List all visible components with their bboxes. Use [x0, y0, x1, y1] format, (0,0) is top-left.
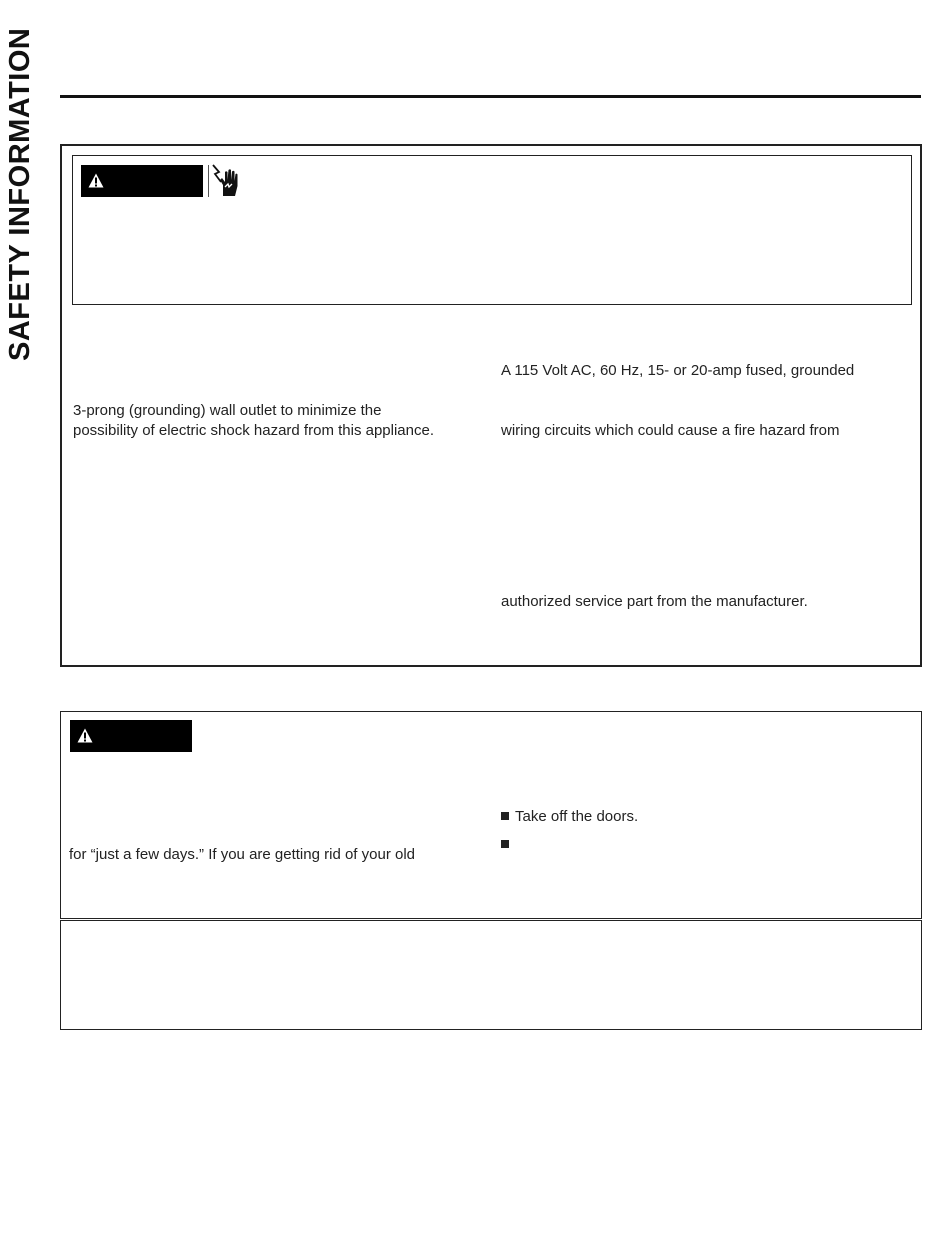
warning-label — [70, 720, 192, 752]
electrical-left-line-2: possibility of electric shock hazard from this appliance. — [73, 422, 434, 439]
warning-triangle-icon — [88, 173, 104, 188]
label-separator — [208, 165, 209, 197]
child-bullet-2 — [501, 835, 515, 855]
electrical-right-line-3: authorized service part from the manufacturer. — [501, 593, 808, 610]
child-left-line-1: for “just a few days.” If you are getting rid of your old — [69, 846, 415, 863]
side-section-title: SAFETY INFORMATION — [4, 28, 36, 362]
electrical-right-line-1: A 115 Volt AC, 60 Hz, 15- or 20-amp fused, grounded — [501, 362, 855, 379]
warning-label — [81, 165, 203, 197]
electrical-right-line-2: wiring circuits which could cause a fire hazard from — [501, 422, 840, 439]
child-bullet-1-text: Take off the doors. — [515, 808, 639, 825]
bullet-square-icon — [501, 840, 509, 848]
warning-triangle-icon — [77, 728, 93, 743]
child-bullet-1 — [501, 807, 638, 827]
header-rule — [60, 95, 921, 98]
bullet-square-icon — [501, 812, 509, 820]
electrical-left-line-1: 3-prong (grounding) wall outlet to minimize the — [73, 402, 382, 419]
bottom-info-box — [60, 920, 922, 1030]
electric-shock-hand-icon — [210, 163, 240, 197]
